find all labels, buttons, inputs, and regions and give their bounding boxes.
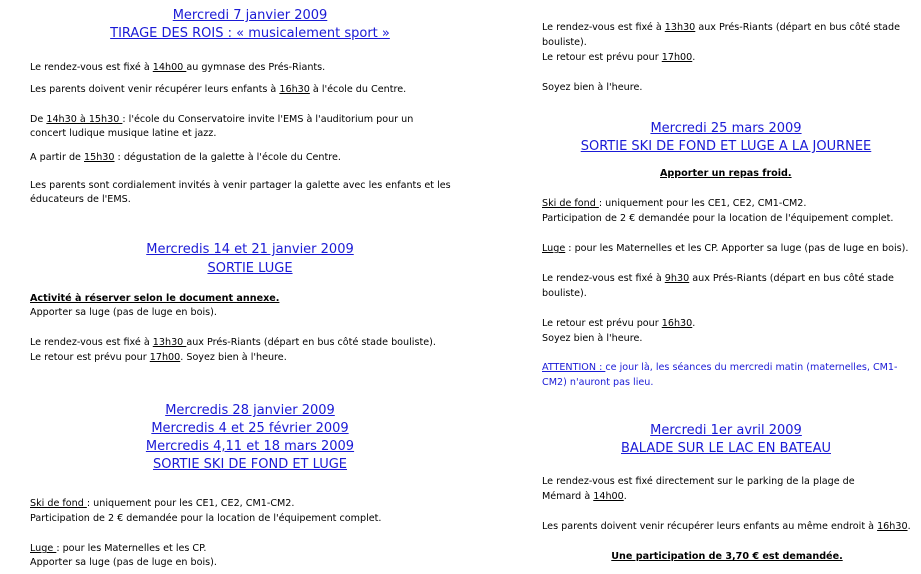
section-date: Mercredi 25 mars 2009 <box>650 121 802 136</box>
time: 17h00 <box>149 352 181 363</box>
paragraph <box>30 543 206 555</box>
paragraph <box>30 62 325 74</box>
paragraph: Les parents sont cordialement invités à venir partager la galette avec les enfants et les <box>30 180 451 191</box>
time: 14h30 à 15h30 <box>46 114 123 125</box>
time: 13h30 <box>664 22 696 33</box>
paragraph <box>542 318 695 330</box>
text: Le rendez-vous est fixé à <box>30 62 153 73</box>
paragraph: Activité à réserver selon le document annexe. <box>30 293 280 304</box>
paragraph <box>542 273 912 285</box>
paragraph: Apporter un repas froid. <box>660 168 792 179</box>
label: Ski de fond <box>542 198 599 209</box>
time: 16h30 <box>877 521 908 532</box>
text: aux Prés-Riants (départ en bus côté stade <box>695 22 901 33</box>
label: ATTENTION : <box>542 362 606 373</box>
text: Les parents doivent venir récupérer leurs enfants au même endroit à <box>542 521 878 532</box>
paragraph <box>542 491 627 503</box>
section-title: SORTIE SKI DE FOND ET LUGE A LA JOURNEE <box>580 139 872 154</box>
section-date: Mercredis 4,11 et 18 mars 2009 <box>145 439 355 454</box>
paragraph <box>30 352 287 364</box>
label: Luge <box>542 243 566 254</box>
paragraph: bouliste). <box>542 37 587 48</box>
section-date: Mercredis 14 et 21 janvier 2009 <box>146 242 354 257</box>
paragraph <box>30 337 436 349</box>
section-title: SORTIE SKI DE FOND ET LUGE <box>152 457 348 472</box>
section-title: BALADE SUR LE LAC EN BATEAU <box>621 441 831 456</box>
label: Luge <box>30 543 57 554</box>
time: 13h30 <box>152 337 187 348</box>
paragraph <box>542 198 806 210</box>
time: 14h00 <box>593 491 624 502</box>
text: . <box>692 52 696 63</box>
time: 9h30 <box>664 273 690 284</box>
text: aux Prés-Riants (départ en bus côté stade bouliste). <box>186 337 436 348</box>
paragraph <box>542 521 911 533</box>
paragraph <box>30 498 294 510</box>
text: Le rendez-vous est fixé à <box>542 273 665 284</box>
paragraph <box>542 52 695 64</box>
attention-paragraph: CM2) n'auront pas lieu. <box>542 377 654 388</box>
paragraph: Participation de 2 € demandée pour la location de l'équipement complet. <box>30 513 382 524</box>
text: . <box>692 318 696 329</box>
paragraph: Apporter sa luge (pas de luge en bois). <box>30 307 217 318</box>
text: Les parents doivent venir récupérer leurs enfants à <box>30 84 280 95</box>
text: à l'école du Centre. <box>309 84 407 95</box>
text: : pour les Maternelles et les CP. <box>56 543 207 554</box>
text: au gymnase des Prés-Riants. <box>186 62 326 73</box>
attention-paragraph <box>542 362 912 374</box>
paragraph <box>542 22 900 34</box>
text: . <box>623 491 627 502</box>
section-title: TIRAGE DES ROIS : « musicalement sport » <box>110 26 390 41</box>
text: Le rendez-vous est fixé à <box>542 22 665 33</box>
text: Le retour est prévu pour <box>30 352 150 363</box>
paragraph <box>542 243 908 255</box>
text: A partir de <box>30 152 84 163</box>
paragraph: De 14h30 à 15h30 : l'école du Conservatoire invite l'EMS à l'auditorium pour un <box>30 114 414 125</box>
section-date: Mercredis 4 et 25 février 2009 <box>151 421 349 436</box>
paragraph: éducateurs de l'EMS. <box>30 194 131 205</box>
paragraph: bouliste). <box>542 288 587 299</box>
paragraph: Soyez bien à l'heure. <box>542 82 643 93</box>
paragraph: Soyez bien à l'heure. <box>542 333 643 344</box>
paragraph: Une participation de 3,70 € est demandée. <box>611 551 843 562</box>
text: . <box>907 521 911 532</box>
section-date: Mercredi 1er avril 2009 <box>650 423 802 438</box>
text: : uniquement pour les CE1, CE2, CM1-CM2. <box>86 498 295 509</box>
paragraph: Le rendez-vous est fixé directement sur le parking de la plage de <box>542 476 855 487</box>
text: Le retour est prévu pour <box>542 318 662 329</box>
text: : dégustation de la galette à l'école du Centre. <box>114 152 341 163</box>
section-date: Mercredis 28 janvier 2009 <box>165 403 335 418</box>
paragraph: concert ludique musique latine et jazz. <box>30 128 217 139</box>
section-title: SORTIE LUGE <box>207 261 293 276</box>
paragraph: Apporter sa luge (pas de luge en bois). <box>30 557 217 568</box>
text: . Soyez bien à l'heure. <box>180 352 287 363</box>
time: 17h00 <box>661 52 693 63</box>
paragraph: Participation de 2 € demandée pour la location de l'équipement complet. <box>542 213 894 224</box>
text: Le retour est prévu pour <box>542 52 662 63</box>
time: 15h30 <box>84 152 115 163</box>
paragraph <box>30 152 341 164</box>
paragraph <box>30 84 406 96</box>
text: ce jour là, les séances du mercredi matin (maternelles, CM1- <box>605 362 898 373</box>
text: Mémard à <box>542 491 594 502</box>
label: Ski de fond <box>30 498 87 509</box>
time: 16h30 <box>279 84 310 95</box>
text: Le rendez-vous est fixé à <box>30 337 153 348</box>
time: 14h00 <box>152 62 187 73</box>
text: aux Prés-Riants (départ en bus côté stade <box>689 273 894 284</box>
text: : pour les Maternelles et les CP. Apporter sa luge (pas de luge en bois). <box>565 243 909 254</box>
section-date: Mercredi 7 janvier 2009 <box>172 8 328 23</box>
text: : uniquement pour les CE1, CE2, CM1-CM2. <box>598 198 807 209</box>
time: 16h30 <box>661 318 693 329</box>
text: : l'école du Conservatoire invite l'EMS à l'auditorium pour un <box>122 114 414 125</box>
